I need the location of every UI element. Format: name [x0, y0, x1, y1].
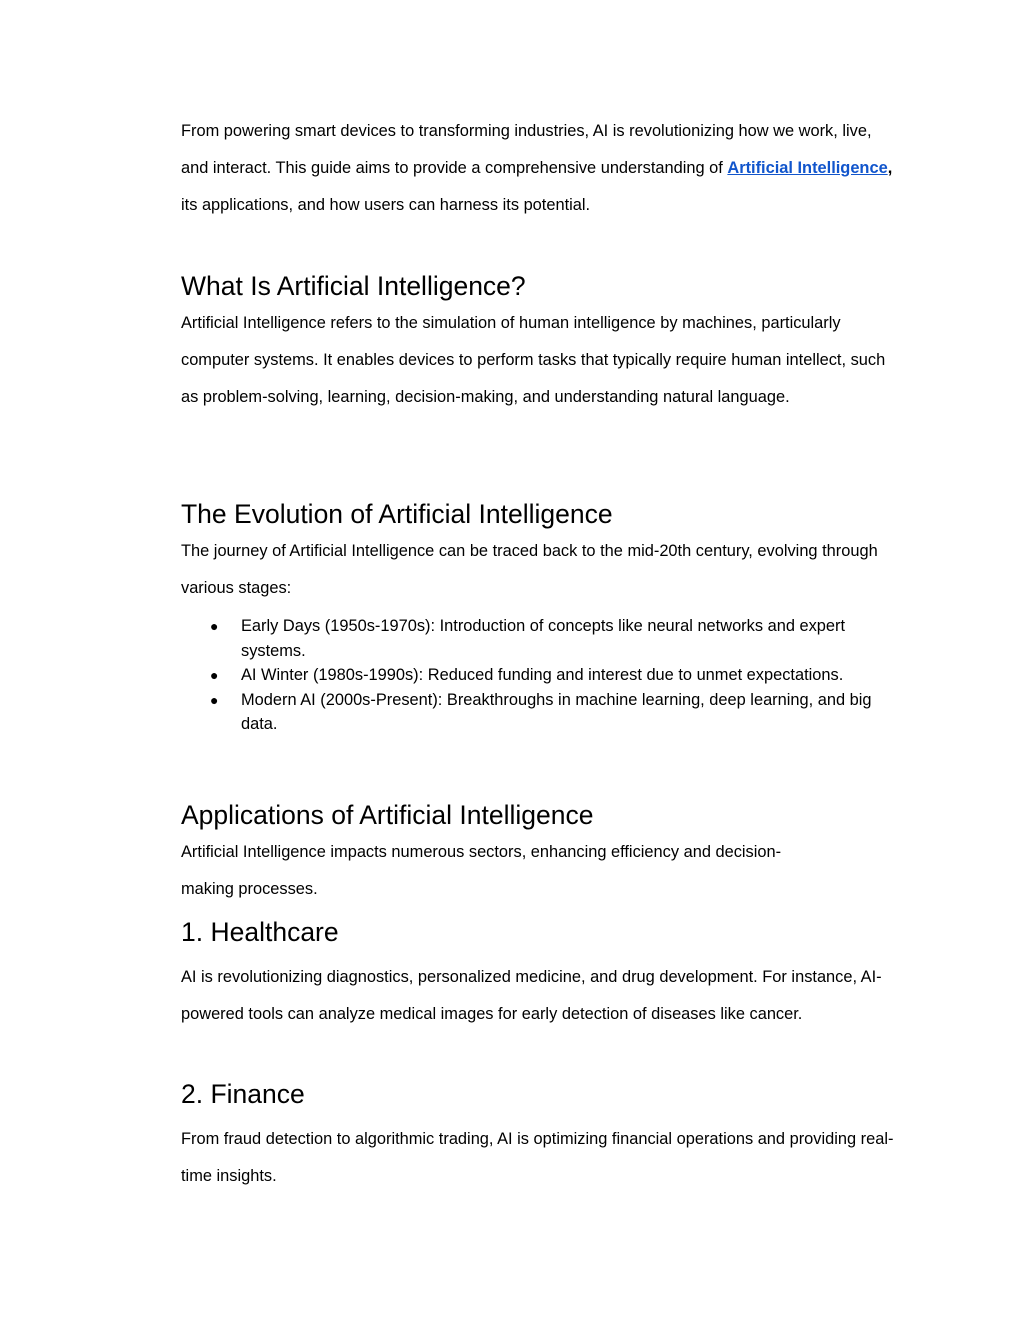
list-item-text: AI Winter (1980s-1990s): Reduced funding and interest due to unmet expectations.: [241, 666, 844, 684]
intro-paragraph: [181, 113, 901, 224]
finance-paragraph: From fraud detection to algorithmic trading, AI is optimizing financial operations and providing real-time insights.: [181, 1130, 894, 1185]
healthcare-paragraph: AI is revolutionizing diagnostics, personalized medicine, and drug development. For instance, AI-powered tools can analyze medical images for early detection of diseases like cancer.: [181, 968, 882, 1023]
list-item-text: Early Days (1950s-1970s): Introduction of concepts like neural networks and expert systems.: [241, 617, 846, 660]
evolution-list: [181, 614, 901, 737]
bullet-icon: ●: [210, 691, 219, 708]
list-item: [181, 614, 901, 663]
what-is-ai-paragraph: Artificial Intelligence refers to the simulation of human intelligence by machines, particularly computer systems. It enables devices to perform tasks that typically require human intellect, such as problem-solving, learning, decision-making, and understanding natural language.: [181, 314, 886, 406]
applications-paragraph: Artificial Intelligence impacts numerous sectors, enhancing efficiency and decision-making processes.: [181, 843, 782, 898]
intro-link-suffix: ,: [887, 159, 893, 177]
evolution-paragraph: The journey of Artificial Intelligence can be traced back to the mid-20th century, evolving through various stages:: [181, 542, 878, 597]
heading-applications: Applications of Artificial Intelligence: [181, 800, 594, 830]
heading-evolution: The Evolution of Artificial Intelligence: [181, 499, 613, 529]
list-item: [181, 663, 901, 688]
bullet-icon: ●: [210, 667, 219, 683]
intro-text-before: From powering smart devices to transforming industries, AI is revolutionizing how we work, live, and interact. This guide aims to provide a comprehensive understanding of: [181, 122, 872, 177]
list-item: [181, 688, 901, 737]
heading-healthcare: 1. Healthcare: [181, 917, 339, 947]
list-item-text: Modern AI (2000s-Present): Breakthroughs in machine learning, deep learning, and big data.: [241, 690, 872, 733]
heading-finance: 2. Finance: [181, 1079, 305, 1109]
artificial-intelligence-link[interactable]: Artificial Intelligence: [727, 159, 888, 177]
intro-text-after: its applications, and how users can harness its potential.: [181, 196, 591, 214]
heading-what-is-ai: What Is Artificial Intelligence?: [181, 271, 526, 301]
bullet-icon: ●: [210, 618, 219, 634]
